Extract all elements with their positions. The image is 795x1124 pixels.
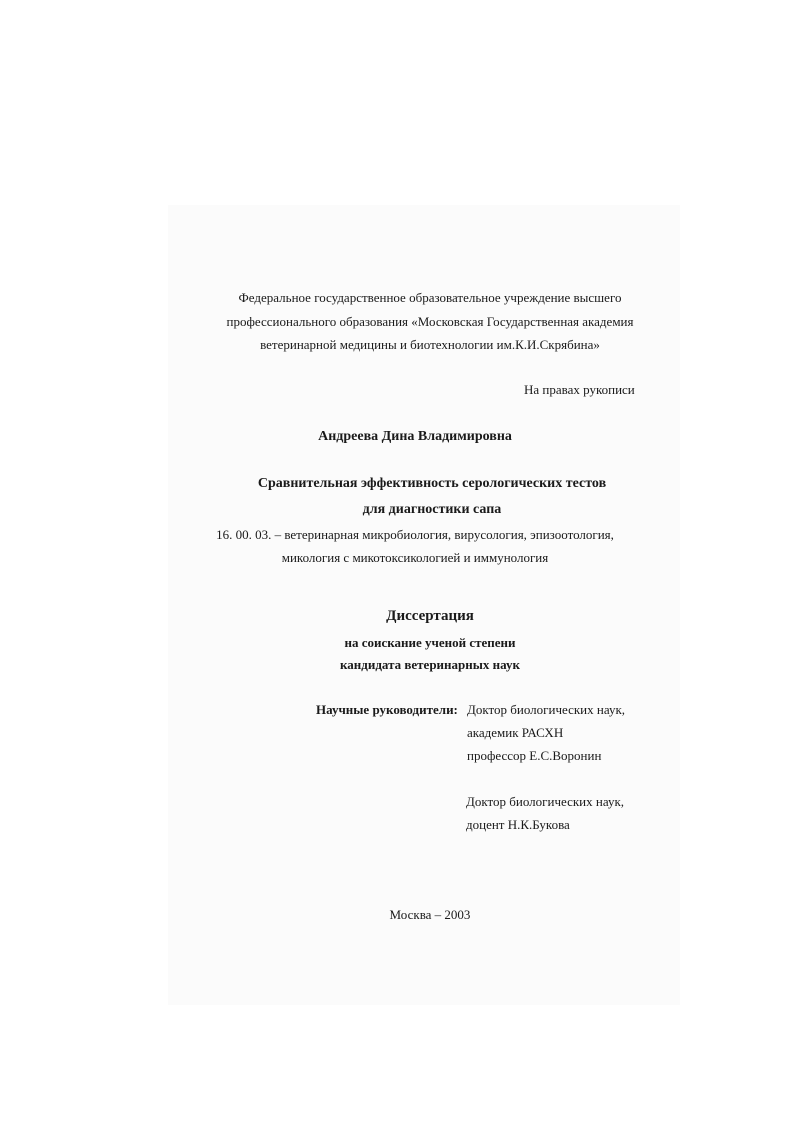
manuscript-note: На правах рукописи (524, 382, 635, 397)
institution-line-1: Федеральное государственное образовательное учреждение высшего (238, 290, 622, 305)
title-line-2: для диагностики сапа (362, 502, 502, 517)
supervisor-1-line-1: Доктор биологических наук, (467, 702, 626, 717)
supervisor-2-line-1: Доктор биологических наук, (466, 794, 625, 809)
specialty-line-2: микология с микотоксикологией и иммунология (281, 550, 549, 565)
author-name: Андреева Дина Владимировна (318, 429, 512, 444)
supervisor-1-line-2: академик РАСХН (467, 725, 564, 740)
institution-line-3: ветеринарной медицины и биотехнологии им.К.И.Скрябина» (260, 337, 600, 352)
place-year: Москва – 2003 (389, 907, 471, 922)
document-type-line-1: на соискание ученой степени (344, 635, 516, 650)
supervisor-2-line-2: доцент Н.К.Букова (466, 817, 570, 832)
document-type-heading: Диссертация (386, 608, 474, 624)
specialty-line-1: 16. 00. 03. – ветеринарная микробиология, вирусология, эпизоотология, (216, 527, 614, 542)
supervisor-1-line-3: профессор Е.С.Воронин (467, 748, 602, 763)
supervisors-label: Научные руководители: (316, 702, 458, 717)
institution-line-2: профессионального образования «Московская Государственная академия (226, 314, 634, 329)
document-type-line-2: кандидата ветеринарных наук (340, 657, 520, 672)
title-line-1: Сравнительная эффективность серологических тестов (257, 476, 607, 491)
